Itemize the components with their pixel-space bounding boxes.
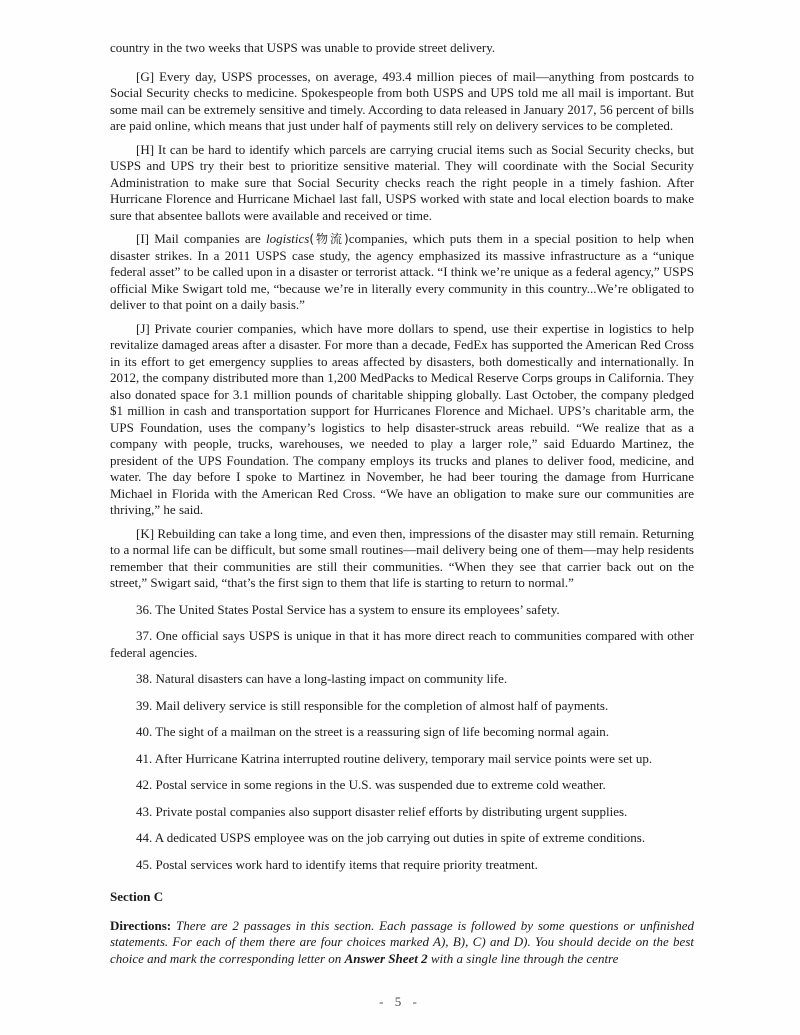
section-c-directions [110, 918, 694, 968]
matching-questions-list [110, 602, 694, 874]
directions-label: Directions: [110, 917, 172, 933]
question-45: 45. Postal services work hard to identify items that require priority treatment. [136, 856, 538, 872]
directions-answer-sheet-ref: Answer Sheet 2 [344, 950, 428, 966]
continuation-line: country in the two weeks that USPS was unable to provide street delivery. [110, 40, 496, 55]
passage-paragraph-h: [H] It can be hard to identify which parcels are carrying crucial items such as Social Security checks, but USPS and UPS try their best to prioritize sensitive material. They will coordinate with the Social Security Administration to make sure that Social Security checks reach the right people in a timely fashion. After Hurricane Florence and Hurricane Michael last fall, USPS worked with state and local election boards to make sure that absentee ballots were available and received or time. [110, 141, 694, 223]
page-number: - 5 - [379, 993, 421, 1009]
directions-text-after: with a single line through the centre [427, 950, 619, 966]
question-39: 39. Mail delivery service is still responsible for the completion of almost half of payments. [136, 697, 609, 713]
question-38: 38. Natural disasters can have a long-lasting impact on community life. [136, 671, 508, 686]
section-c-heading: Section C [110, 889, 164, 904]
paragraph-i-chinese-gloss: (物流) [309, 232, 349, 246]
paragraph-i-italic-term: logistics [266, 231, 310, 246]
question-44: 44. A dedicated USPS employee was on the job carrying out duties in spite of extreme conditions. [136, 830, 646, 845]
passage-paragraph-k: [K] Rebuilding can take a long time, and even then, impressions of the disaster may still remain. Returning to a normal life can be difficult, but some small routines—mail delivery being one of them—may help residents remember that their communities are still their communities. “When they see that carrier back out on the street,” Swigart said, “that’s the first sign to them that life is starting to return to normal.” [110, 525, 694, 590]
passage-paragraph-j: [J] Private courier companies, which have more dollars to spend, use their expertise in logistics to help revitalize damaged areas after a disaster. For more than a decade, FedEx has supported the American Red Cross in its effort to get emergency supplies to areas affected by disasters, both domestically and internationally. In 2012, the company distributed more than 1,200 MedPacks to Medical Reserve Corps groups in California. They also donated space for 3.1 million pounds of charitable shipping globally. Last October, the company pledged $1 million in cash and transportation support for Hurricanes Florence and Michael. UPS’s charitable arm, the UPS Foundation, uses the company’s logistics to help disaster-struck areas rebuild. “We realize that as a company with people, trucks, warehouses, we needed to play a larger role,” said Eduardo Martinez, the president of the UPS Foundation. The company employs its trucks and planes to deliver food, medicine, and water. The day before I spoke to Martinez in November, he had beer touring the damage from Hurricane Michael in Florida with the American Red Cross. “We have an obligation to make sure our communities are thriving,” he said. [110, 320, 694, 517]
question-37: 37. One official says USPS is unique in that it has more direct reach to communities compared with other federal agencies. [110, 628, 694, 660]
question-41: 41. After Hurricane Katrina interrupted routine delivery, temporary mail service points were set up. [136, 750, 653, 766]
paragraph-i-pre: [I] Mail companies are [136, 231, 266, 246]
paragraph-i-post: companies, which puts them in a special position to help when disaster strikes. In a 2011 USPS case study, the agency emphasized its massive infrastructure as a “unique federal asset” to be called upon in a disaster or terrorist attack. “I think we’re unique as a federal agency,” USPS official Mike Swigart told me, “because we’re in literally every community in this country...We’re obligated to deliver to that point on a daily basis.” [110, 231, 694, 312]
question-42: 42. Postal service in some regions in the U.S. was suspended due to extreme cold weather. [136, 777, 606, 792]
passage-paragraph-i [110, 231, 694, 314]
question-36: 36. The United States Postal Service has a system to ensure its employees’ safety. [136, 601, 560, 617]
question-43: 43. Private postal companies also support disaster relief efforts by distributing urgent supplies. [136, 803, 628, 819]
directions-text-before: There are 2 passages in this section. Each passage is followed by some questions or unfinished statements. For each of them there are four choices marked A), B), C) and D). You should decide on the best choice and mark the corresponding letter on [110, 917, 694, 966]
passage-paragraph-g: [G] Every day, USPS processes, on average, 493.4 million pieces of mail—anything from postcards to Social Security checks to medicine. Spokespeople from both USPS and UPS told me all mail is important. But some mail can be extremely sensitive and timely. According to data released in January 2017, 56 percent of bills are paid online, which means that just under half of payments still rely on delivery services to be completed. [110, 68, 694, 133]
question-40: 40. The sight of a mailman on the street is a reassuring sign of life becoming normal again. [136, 724, 610, 739]
